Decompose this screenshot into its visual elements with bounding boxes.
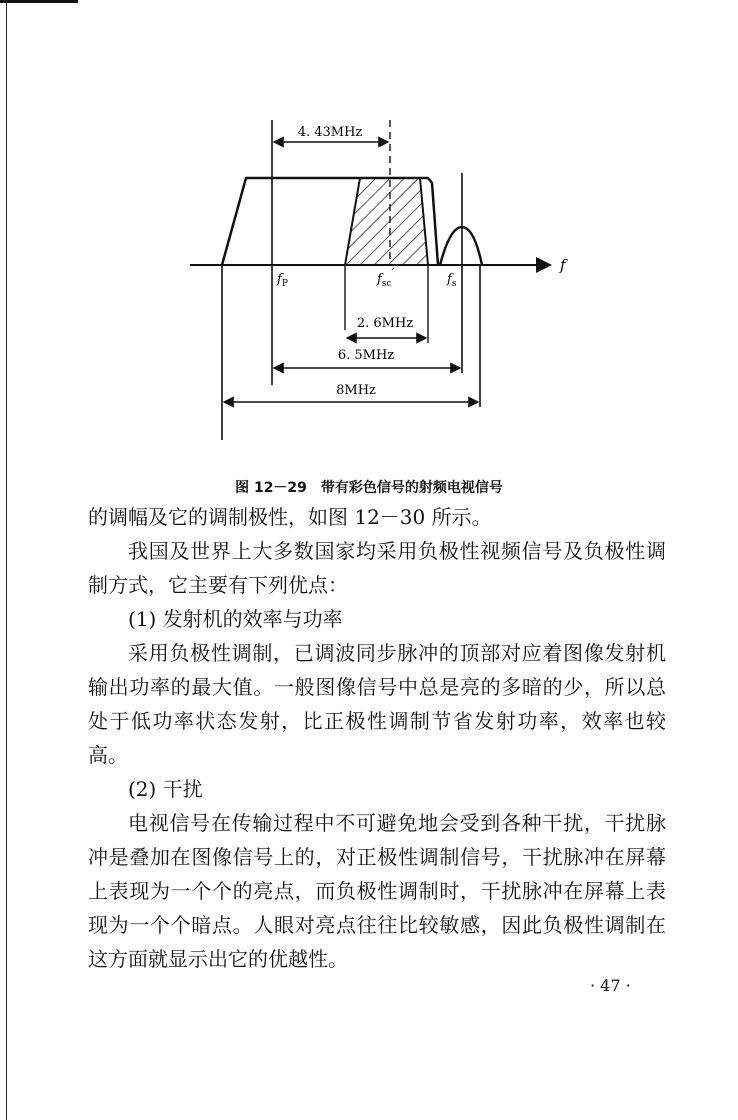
- fs-label: $f_s$: [447, 272, 457, 289]
- sound-carrier-lobe: [440, 227, 482, 265]
- fsc-label: $f_{sc}'$: [377, 266, 395, 289]
- paragraph-3: 采用负极性调制，已调波同步脉冲的顶部对应着图像发射机输出功率的最大值。一般图像信号中总是亮的多暗的少，所以总处于低功率状态发射，比正极性调制节省发射功率，效率也较高。: [88, 641, 666, 767]
- page-top-mark: [0, 0, 78, 3]
- dim-8-label: 8MHz: [336, 383, 376, 398]
- dim-65-label: 6. 5MHz: [337, 348, 395, 363]
- figure-caption: 图 12－29 带有彩色信号的射频电视信号: [235, 480, 503, 496]
- heading-efficiency: (1) 发射机的效率与功率: [128, 607, 343, 631]
- heading-interference: (2) 干扰: [128, 777, 203, 801]
- page-number: · 47 ·: [590, 976, 631, 995]
- paragraph-4: 电视信号在传输过程中不可避免地会受到各种干扰，干扰脉冲是叠加在图像信号上的，对正极性调制信号，干扰脉冲在屏幕上表现为一个个的亮点，而负极性调制时，干扰脉冲在屏幕上表现为一个个暗点。人眼对亮点往往比较敏感，因此负极性调制在这方面就显示出它的优越性。: [88, 811, 666, 971]
- dim-443-label: 4. 43MHz: [297, 125, 363, 140]
- fp-label: $f_P$: [277, 272, 288, 289]
- spectrum-diagram: [170, 115, 590, 450]
- dim-26-label: 2. 6MHz: [356, 316, 414, 331]
- paragraph-1: 的调幅及它的调制极性，如图 12－30 所示。: [88, 505, 492, 529]
- rf-spectrum-figure: [170, 115, 590, 450]
- paragraph-2: 我国及世界上大多数国家均采用负极性视频信号及负极性调制方式，它主要有下列优点：: [88, 539, 666, 597]
- axis-f-label: f: [560, 256, 566, 274]
- chroma-band: [345, 178, 428, 265]
- page-left-edge: [6, 0, 7, 1120]
